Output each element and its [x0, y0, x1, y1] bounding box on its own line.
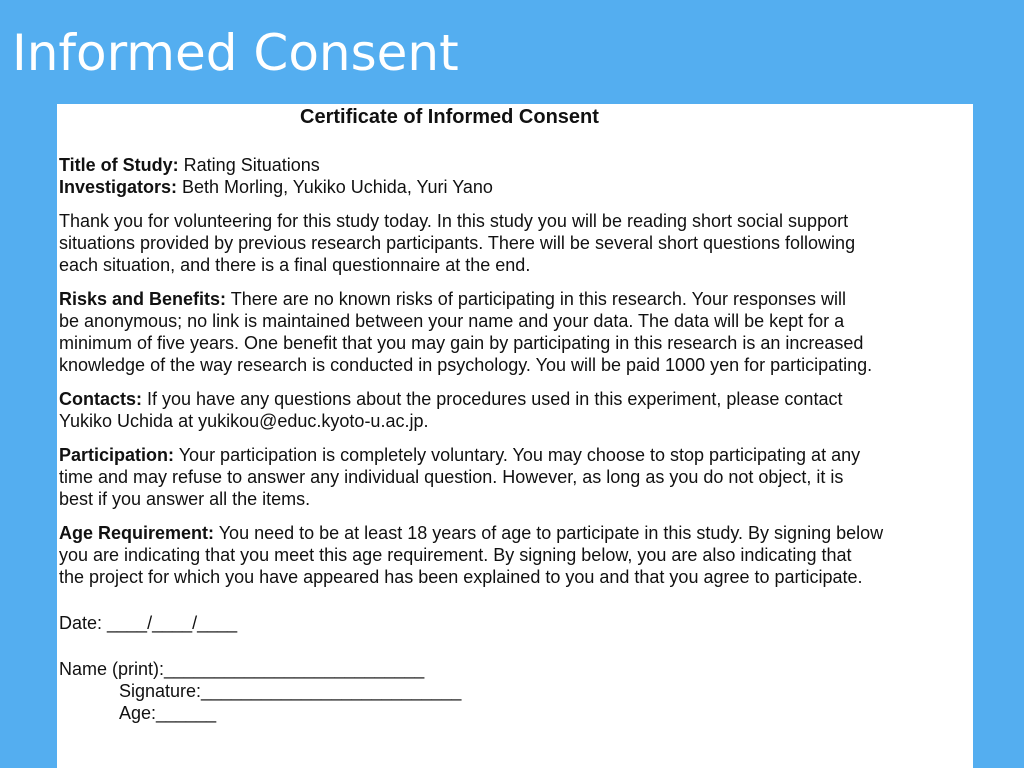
- investigators-line: [59, 176, 973, 198]
- contacts-paragraph: [59, 388, 973, 432]
- participation-label: Participation:: [59, 445, 175, 465]
- contacts-text: If you have any questions about the procedures used in this experiment, please contact: [142, 389, 843, 409]
- contacts-label: Contacts:: [59, 389, 143, 409]
- risks-paragraph: [59, 288, 973, 376]
- participation-paragraph: [59, 444, 973, 510]
- intro-line: Thank you for volunteering for this study today. In this study you will be reading short social support: [59, 211, 849, 231]
- name-print-field: Name (print):__________________________: [59, 659, 425, 679]
- participation-text: Your participation is completely voluntary. You may choose to stop participating at any: [174, 445, 861, 465]
- participation-line: [59, 444, 973, 466]
- risks-line: minimum of five years. One benefit that you may gain by participating in this research is an increased: [59, 333, 864, 353]
- intro-line: situations provided by previous research participants. There will be several short questions following: [59, 233, 856, 253]
- age-requirement-label: Age Requirement:: [59, 523, 215, 543]
- age-requirement-paragraph: [59, 522, 973, 588]
- risks-line: [59, 288, 973, 310]
- age-requirement-line: [59, 522, 973, 544]
- risks-text: There are no known risks of participating in this research. Your responses will: [226, 289, 847, 309]
- signature-block: [59, 658, 973, 724]
- slide-title: Informed Consent: [12, 24, 459, 82]
- age-field: Age:______: [119, 703, 217, 723]
- risks-line: be anonymous; no link is maintained between your name and your data. The data will be kept for a: [59, 311, 845, 331]
- participation-line: best if you answer all the items.: [59, 489, 311, 509]
- certificate-heading: Certificate of Informed Consent: [300, 106, 599, 128]
- study-title-value: Rating Situations: [178, 155, 320, 175]
- participation-line: time and may refuse to answer any individual question. However, as long as you do not object, it is: [59, 467, 844, 487]
- age-requirement-text: You need to be at least 18 years of age to participate in this study. By signing below: [214, 523, 884, 543]
- intro-line: each situation, and there is a final questionnaire at the end.: [59, 255, 531, 275]
- study-title-label: Title of Study:: [59, 155, 179, 175]
- intro-paragraph: [59, 210, 973, 276]
- investigators-label: Investigators:: [59, 177, 178, 197]
- age-requirement-line: the project for which you have appeared has been explained to you and that you agree to participate.: [59, 567, 863, 587]
- contacts-line: [59, 388, 973, 410]
- age-requirement-line: you are indicating that you meet this age requirement. By signing below, you are also indicating that: [59, 545, 852, 565]
- study-title-line: [59, 154, 973, 176]
- signature-field: Signature:__________________________: [119, 681, 462, 701]
- consent-document: [57, 104, 973, 768]
- risks-label: Risks and Benefits:: [59, 289, 227, 309]
- date-field: Date: ____/____/____: [59, 613, 238, 633]
- investigators-value: Beth Morling, Yukiko Uchida, Yuri Yano: [177, 177, 493, 197]
- risks-line: knowledge of the way research is conducted in psychology. You will be paid 1000 yen for participating.: [59, 355, 873, 375]
- contacts-line: Yukiko Uchida at yukikou@educ.kyoto-u.ac.jp.: [59, 411, 429, 431]
